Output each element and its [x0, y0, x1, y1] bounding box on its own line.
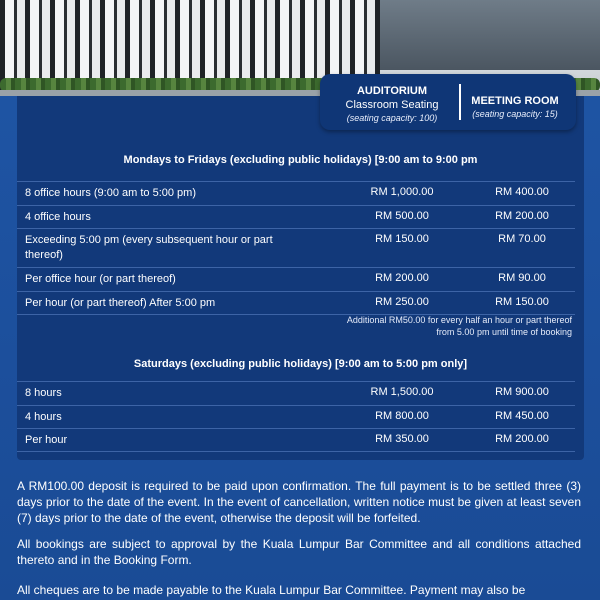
row-description: Per hour: [25, 434, 68, 446]
row-description: 8 hours: [25, 387, 62, 399]
meeting-room-rate: RM 200.00: [495, 433, 549, 445]
meeting-room-rate: RM 70.00: [498, 233, 546, 245]
table-row: [17, 428, 575, 452]
auditorium-title: AUDITORIUM: [356, 85, 428, 97]
row-description: Exceeding 5:00 pm (every subsequent hour or part thereof): [25, 234, 273, 261]
auditorium-rate: RM 500.00: [375, 210, 429, 222]
meeting-room-rate: RM 150.00: [495, 296, 549, 308]
meeting-room-title: MEETING ROOM: [471, 95, 559, 107]
auditorium-rate: RM 1,500.00: [370, 386, 434, 398]
cheques-paragraph: All cheques are to be made payable to the Kuala Lumpur Bar Committee. Payment may also be: [17, 583, 526, 597]
table-row: [17, 205, 575, 228]
meeting-room-rate: RM 400.00: [495, 186, 549, 198]
meeting-room-rate: RM 200.00: [495, 210, 549, 222]
venue-header: [320, 74, 576, 130]
auditorium-rate: RM 350.00: [375, 433, 429, 445]
row-description: 4 hours: [25, 411, 62, 423]
table-row: [17, 405, 575, 428]
table-row: [17, 267, 575, 291]
auditorium-rate: RM 250.00: [375, 296, 429, 308]
row-description: Per office hour (or part thereof): [25, 273, 176, 285]
auditorium-subtitle: Classroom Seating: [345, 99, 439, 111]
meeting-room-capacity: (seating capacity: 15): [472, 109, 558, 119]
saturdays-title: Saturdays (excluding public holidays) [9:00 am to 5:00 pm only]: [133, 358, 468, 370]
saturdays-table: [17, 381, 575, 452]
auditorium-capacity: (seating capacity: 100): [346, 113, 438, 123]
meeting-room-rate: RM 90.00: [498, 272, 546, 284]
header-divider: [459, 84, 461, 120]
additional-charge-note: Additional RM50.00 for every half an hour or part thereof from 5.00 pm until time of booking: [346, 315, 572, 337]
auditorium-rate: RM 1,000.00: [370, 186, 434, 198]
auditorium-header: [328, 84, 456, 124]
weekdays-table: [17, 181, 575, 315]
table-row: [17, 291, 575, 315]
row-description: 8 office hours (9:00 am to 5:00 pm): [25, 187, 196, 199]
auditorium-rate: RM 800.00: [375, 410, 429, 422]
auditorium-rate: RM 200.00: [375, 272, 429, 284]
weekdays-title: Mondays to Fridays (excluding public holidays) [9:00 am to 9:00 pm: [123, 154, 478, 166]
row-description: 4 office hours: [25, 211, 91, 223]
table-row: [17, 181, 575, 205]
meeting-room-rate: RM 900.00: [495, 386, 549, 398]
deposit-paragraph: A RM100.00 deposit is required to be paid upon confirmation. The full payment is to be settled three (3) days prior to the date of the event. In the event of cancellation, written notice must be given at least seven (7) days prior to the date of the event, otherwise the deposit will be forfeited.: [17, 479, 581, 525]
meeting-room-rate: RM 450.00: [495, 410, 549, 422]
table-row: [17, 228, 575, 267]
auditorium-rate: RM 150.00: [375, 233, 429, 245]
approval-paragraph: All bookings are subject to approval by the Kuala Lumpur Bar Committee and all conditions attached thereto and in the Booking Form.: [17, 537, 581, 567]
row-description: Per hour (or part thereof) After 5:00 pm: [25, 297, 216, 309]
meeting-room-header: [462, 94, 568, 120]
table-row: [17, 381, 575, 405]
building-glass: [350, 0, 600, 70]
